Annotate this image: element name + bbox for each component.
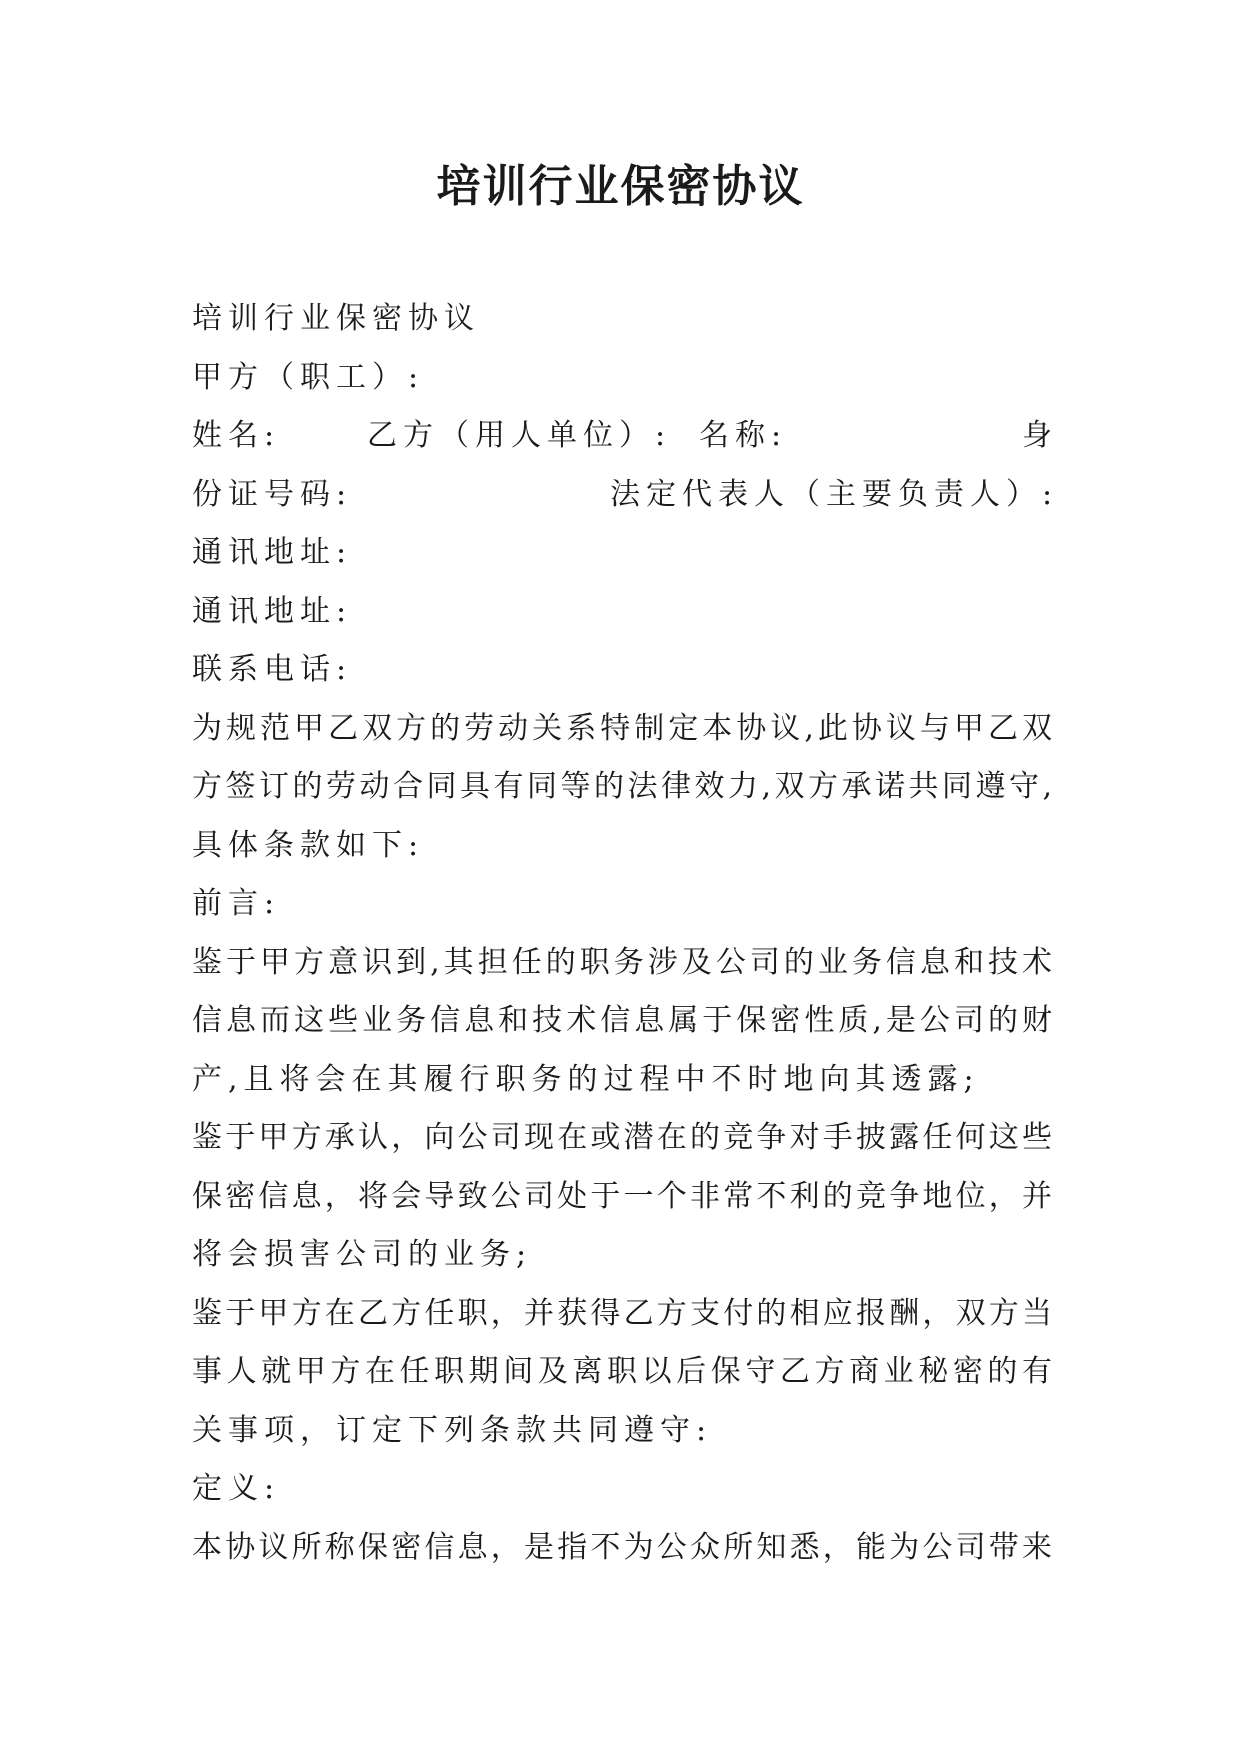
paragraph-line: 定义:: [192, 1471, 281, 1506]
name-party-b-line: [192, 407, 1058, 466]
paragraph-line: 鉴于甲方在乙方任职，并获得乙方支付的相应报酬，双方当: [192, 1295, 1052, 1331]
paragraph-line: 事人就甲方在任职期间及离职以后保守乙方商业秘密的有: [192, 1354, 1052, 1389]
document-body: [192, 290, 1059, 1577]
address-b-line: 通讯地址:: [192, 593, 353, 629]
subtitle-line: 培训行业保密协议: [192, 301, 480, 336]
phone-line: 联系电话:: [192, 652, 353, 687]
company-name-label: 名称:: [699, 418, 788, 453]
address-a-line: 通讯地址:: [192, 535, 353, 570]
paragraph-line: 本协议所称保密信息，是指不为公众所知悉，能为公司带来: [192, 1529, 1052, 1565]
id-label-part1: 身: [1022, 418, 1058, 453]
paragraph-line: 信息而这些业务信息和技术信息属于保密性质,是公司的财: [192, 1003, 1052, 1038]
id-legal-rep-line: [192, 466, 1059, 525]
name-label: 姓名:: [192, 418, 281, 453]
paragraph-line: 鉴于甲方意识到,其担任的职务涉及公司的业务信息和技术: [192, 944, 1052, 980]
id-label-part2: 份证号码:: [192, 476, 353, 512]
party-a-line: 甲方（职工）:: [192, 359, 425, 395]
legal-rep-label: 法定代表人（主要负责人）:: [610, 476, 1059, 512]
paragraph-line: 关事项，订定下列条款共同遵守:: [192, 1412, 713, 1448]
paragraph-line: 产,且将会在其履行职务的过程中不时地向其透露;: [192, 1061, 980, 1097]
paragraph-line: 具体条款如下:: [192, 827, 425, 863]
paragraph-line: 方签订的劳动合同具有同等的法律效力,双方承诺共同遵守,: [192, 769, 1052, 804]
paragraph-line: 鉴于甲方承认，向公司现在或潜在的竞争对手披露任何这些: [192, 1120, 1052, 1155]
paragraph-line: 将会损害公司的业务;: [192, 1237, 533, 1272]
paragraph-line: 前言:: [192, 886, 281, 921]
paragraph-line: 为规范甲乙双方的劳动关系特制定本协议,此协议与甲乙双: [192, 710, 1052, 746]
paragraph-line: 保密信息，将会导致公司处于一个非常不利的竞争地位，并: [192, 1178, 1052, 1214]
document-title: 培训行业保密协议: [436, 161, 805, 212]
party-b-label: 乙方（用人单位）:: [367, 418, 672, 453]
